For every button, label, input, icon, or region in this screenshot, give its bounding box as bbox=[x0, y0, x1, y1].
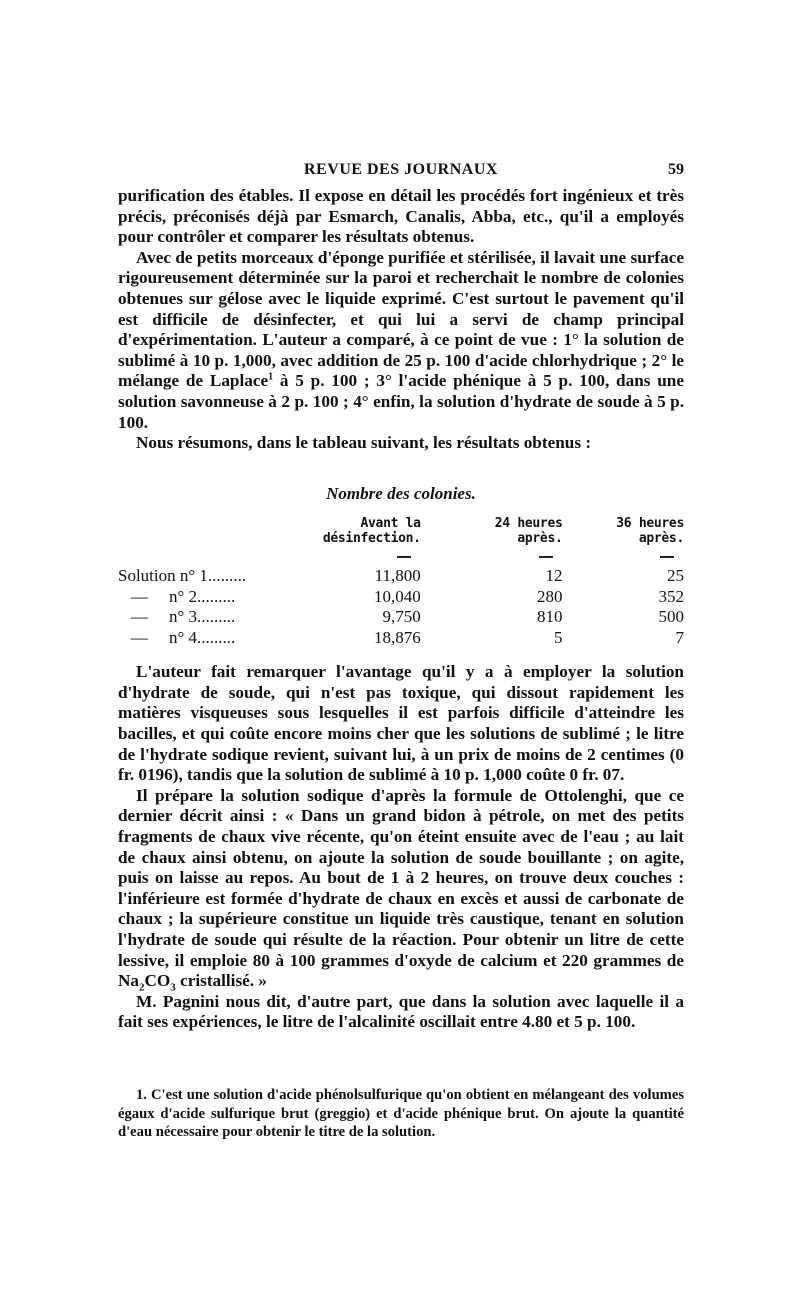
footnotes bbox=[118, 1086, 684, 1142]
page-number: 59 bbox=[668, 161, 684, 178]
running-header bbox=[118, 161, 684, 183]
subscript: 2 bbox=[139, 981, 145, 994]
subscript: 3 bbox=[170, 981, 176, 994]
cell-24h: 12 bbox=[545, 566, 563, 586]
paragraph-2-part-a: Avec de petits morceaux d'éponge purifiée et stérilisée, il lavait une surface rigoureusement déterminée sur la paroi et recherchait le nombre de colonies obtenues sur gélose avec le liquide exprimé. C'est surtout le pavement qu'il est difficile de désinfecter, et qui lui a servi de champ principal d'expérimentation. L'auteur a comparé, à ce point de vue : 1° la solution de sublimé à 10 p. 1,000, avec addition de 25 p. 100 d'acide chlorhydrique ; 2° le mélange de Laplace bbox=[118, 247, 684, 391]
table-row bbox=[118, 587, 684, 608]
colonies-table bbox=[118, 516, 684, 649]
running-title: REVUE DES JOURNAUX bbox=[304, 161, 498, 178]
table-row bbox=[118, 607, 684, 628]
dash-rule bbox=[660, 556, 674, 558]
col-36h: 36 heures après. bbox=[616, 515, 684, 546]
cell-before: 9,750 bbox=[382, 607, 421, 627]
cell-24h: 810 bbox=[537, 607, 563, 627]
cell-36h: 25 bbox=[667, 566, 684, 586]
table-caption: Nombre des colonies. bbox=[326, 483, 476, 503]
footnote-1: 1. C'est une solution d'acide phénolsulfurique qu'on obtient en mélangeant des volumes égaux d'acide sulfurique brut (greggio) et d'acide phénique brut. On ajoute la quantité d'eau nécessaire pour obtenir le titre de la solution. bbox=[118, 1087, 684, 1141]
cell-before: 10,040 bbox=[373, 586, 421, 606]
article-body bbox=[118, 186, 684, 1033]
table-dash-row bbox=[118, 546, 684, 567]
row-label: Solution n° 1......... bbox=[118, 566, 247, 586]
formula-part: CO bbox=[144, 971, 171, 991]
cell-36h: 7 bbox=[675, 627, 684, 647]
table-row bbox=[118, 566, 684, 587]
row-label: — n° 2......... bbox=[118, 586, 236, 606]
col-24h: 24 heures après. bbox=[494, 515, 563, 546]
cell-before: 11,800 bbox=[374, 566, 421, 586]
table-header-row bbox=[118, 516, 684, 546]
paragraph-4: L'auteur fait remarquer l'avantage qu'il y a à employer la solution d'hydrate de soude, qui n'est pas toxique, qui dissout rapidement les matières visqueuses sous lesquelles il est parfois difficile d'atteindre les bacilles, et qui coûte encore moins cher que les solutions de sublimé ; le litre de l'hydrate sodique revient, suivant lui, à un prix de moins de 2 centimes (0 fr. 0196), tandis que la solution de sublimé à 10 p. 1,000 coûte 0 fr. 07. bbox=[118, 662, 684, 785]
cell-24h: 280 bbox=[537, 586, 563, 606]
paragraph-3: Nous résumons, dans le tableau suivant, les résultats obtenus : bbox=[136, 433, 592, 453]
cell-24h: 5 bbox=[554, 627, 563, 647]
footnote-ref: 1 bbox=[268, 371, 274, 383]
dash-rule bbox=[539, 556, 553, 558]
cell-before: 18,876 bbox=[373, 627, 421, 647]
paragraph-5-part-a: Il prépare la solution sodique d'après la formule de Ottolenghi, que ce dernier décrit ainsi : « Dans un grand bidon à pétrole, on met des petits fragments de chaux vive récente, qu'on éteint ensuite avec de l'eau ; au lait de chaux ainsi obtenu, on ajoute la solution de soude bouillante ; on agite, puis on laisse au repos. Au bout de 1 à 2 heures, on trouve deux couches : l'inférieure est formée d'hydrate de chaux en excès et aussi de carbonate de chaux ; la supérieure constitue un liquide très caustique, tenant en solution l'hydrate de soude qui résulte de la réaction. Pour obtenir un litre de cette lessive, il emploie 80 à 100 grammes d'oxyde de calcium et 220 grammes de Na bbox=[118, 785, 684, 991]
col-before: Avant la désinfection. bbox=[322, 515, 421, 546]
cell-36h: 352 bbox=[658, 586, 684, 606]
paragraph-2-part-b: à 5 p. 100 ; 3° l'acide phénique à 5 p. 100, dans une solution savonneuse à 2 p. 100 ; 4° enfin, la solution d'hydrate de soude à 5 p. 100. bbox=[118, 371, 684, 432]
paragraph-5 bbox=[118, 786, 684, 992]
row-label: — n° 3......... bbox=[118, 607, 236, 627]
cell-36h: 500 bbox=[658, 607, 684, 627]
row-label: — n° 4......... bbox=[118, 627, 236, 647]
paragraph-5-part-b: cristallisé. » bbox=[175, 971, 267, 991]
paragraph-2 bbox=[118, 248, 684, 433]
paragraph-1: purification des étables. Il expose en détail les procédés fort ingénieux et très précis, préconisés déjà par Esmarch, Canalis, Abba, etc., qu'il a employés pour contrôler et comparer les résultats obtenus. bbox=[118, 186, 684, 247]
table-row bbox=[118, 628, 684, 649]
paragraph-6: M. Pagnini nous dit, d'autre part, que dans la solution avec laquelle il a fait ses expériences, le litre de l'alcalinité oscillait entre 4.80 et 5 p. 100. bbox=[118, 991, 684, 1032]
dash-rule bbox=[397, 556, 411, 558]
